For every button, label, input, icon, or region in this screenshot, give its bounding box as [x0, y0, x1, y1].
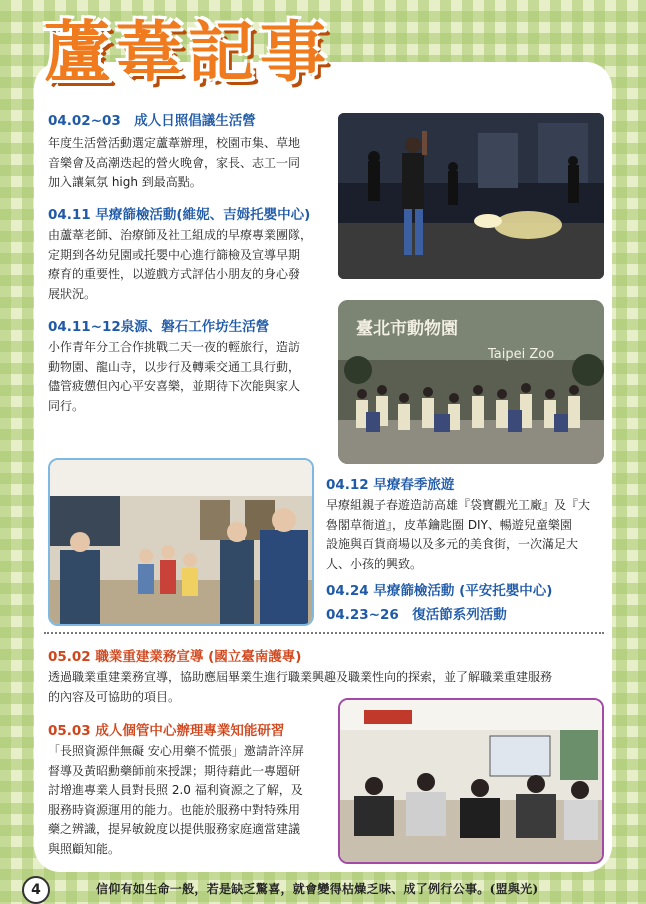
heading-s5: 04.24 早療篩檢活動 (平安托嬰中心) — [326, 583, 553, 599]
heading-s6: 04.23~26 復活節系列活動 — [326, 607, 507, 623]
text-s4 — [326, 496, 616, 574]
text-line: 儘管疲憊但內心平安喜樂，並期待下次能與家人 — [48, 379, 301, 393]
text-s2 — [48, 226, 338, 304]
text-line: 設施與百貨商場以及多元的美食街，一次滿足大 — [326, 537, 579, 551]
text-line: 督導及黃昭勳藥師前來授課；期待藉此一專題研 — [48, 763, 301, 778]
text-s3 — [48, 338, 338, 416]
text-line: 動物園、龍山寺，以步行及轉乘交通工具行動， — [48, 359, 301, 374]
text-line: 「長照資源伴無礙 安心用藥不慌張」邀請許淬屏 — [48, 744, 304, 758]
text-line: 討增進專業人員對長照 2.0 福利資源之了解，及 — [48, 783, 303, 797]
photo-campfire — [338, 113, 604, 279]
heading-s3: 04.11~12泉源、磐石工作坊生活營 — [48, 319, 270, 335]
heading-s2: 04.11 早療篩檢活動(維妮、吉姆托嬰中心) — [48, 207, 311, 223]
text-line: 加入讓氣氛 high 到最高點。 — [48, 175, 202, 189]
text-line: 魯閣草衙道』，皮革鑰匙圈 DIY、暢遊兒童樂園 — [326, 517, 572, 532]
zoo-sign-en: Taipei Zoo — [488, 347, 555, 362]
text-line: 由蘆葦老師、治療師及社工組成的早療專業團隊， — [48, 228, 313, 242]
text-line: 音樂會及高潮迭起的營火晚會，家長、志工一同 — [48, 155, 301, 170]
heading-s8: 05.03 成人個管中心辦理專業知能研習 — [48, 723, 285, 739]
text-line: 定期到各幼兒園或托嬰中心進行篩檢及宣導早期 — [48, 247, 301, 262]
text-line: 展狀況。 — [48, 286, 97, 301]
text-line: 小作青年分工合作挑戰二天一夜的輕旅行，造訪 — [48, 340, 301, 354]
text-line: 服務時資源運用的能力。也能於服務中對特殊用 — [48, 802, 301, 817]
text-line: 早療組親子春遊造訪高雄『袋寶觀光工廠』及『大 — [326, 498, 591, 512]
section-divider — [44, 632, 604, 634]
text-line: 療育的重要性，以遊戲方式評估小朋友的身心發 — [48, 267, 301, 281]
heading-s4: 04.12 早療春季旅遊 — [326, 477, 455, 493]
text-line: 年度生活營活動選定蘆葦辦理，校園市集、草地 — [48, 136, 301, 150]
text-line: 透過職業重建業務宣導，協助應屆畢業生進行職業興趣及職業性向的探索，並了解職業重建服務 — [48, 670, 553, 684]
text-line: 藥之辨識，提昇敏銳度以提供服務家庭適當建議 — [48, 822, 301, 836]
page-title: 蘆葦記事 — [44, 14, 332, 91]
photo-family-trip — [48, 458, 314, 626]
photo-zoo-group — [338, 300, 604, 464]
text-s8 — [48, 742, 338, 859]
heading-s7: 05.02 職業重建業務宣導 (國立臺南護專) — [48, 649, 302, 665]
text-line: 的內容及可協助的項目。 — [48, 689, 181, 704]
text-s1 — [48, 134, 338, 193]
text-line: 與照顧知能。 — [48, 841, 121, 856]
photo-seminar — [338, 698, 604, 864]
footer-quote: 信仰有如生命一般，若是缺乏驚喜，就會變得枯燥乏味、成了例行公事。(盟與光) — [96, 882, 539, 896]
zoo-sign-text: 臺北市動物園 — [356, 319, 458, 339]
text-line: 同行。 — [48, 398, 85, 413]
heading-s1: 04.02~03 成人日照倡議生活營 — [48, 113, 256, 129]
page-number-badge: 4 — [22, 876, 50, 904]
text-line: 人、小孩的興致。 — [326, 556, 423, 571]
